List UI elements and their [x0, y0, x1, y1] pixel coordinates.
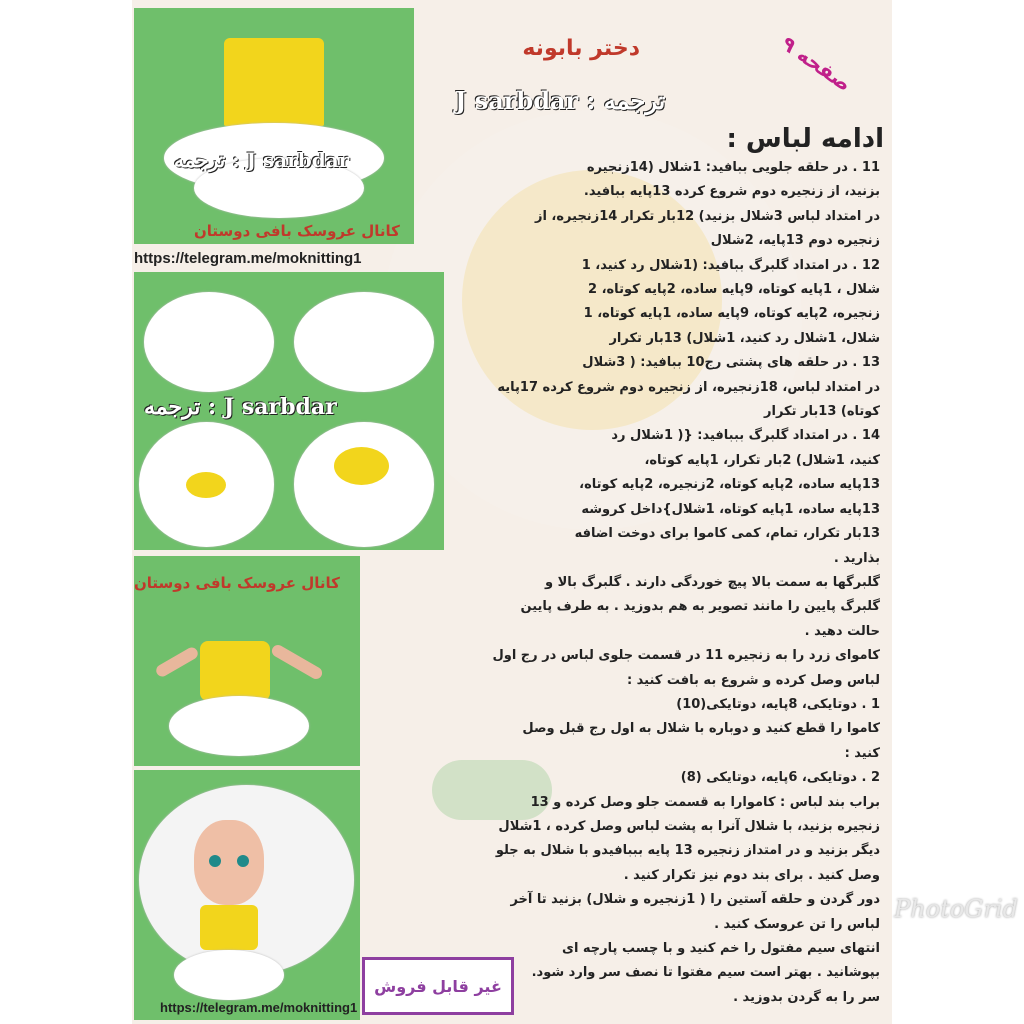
instruction-line: در امتداد لباس 3شلال بزنید) 12بار تکرار 14زنجیره، از: [534, 208, 880, 224]
instruction-line: سر را به گردن بدوزید .: [733, 989, 880, 1005]
instruction-line: بپوشانید . بهتر است سیم مفتوا تا نصف سر وارد شود.: [531, 965, 880, 981]
instruction-line: 1 . دوتایکی، 8پایه، دوتایکی(10): [676, 696, 880, 712]
translator-watermark-1: ترجمه : J sarbdar: [174, 148, 350, 172]
instruction-line: کنید، 1شلال) 2بار تکرار، 1پایه کوتاه،: [644, 452, 880, 468]
instruction-line: 12 . در امتداد گلبرگ ببافید: (1شلال رد کنید، 1: [581, 257, 880, 273]
page-number: صفحه ۹: [777, 31, 857, 97]
photo-doll-with-hair: [134, 770, 360, 1020]
instruction-line: 13پایه ساده، 2پایه کوتاه، 2زنجیره، 2پایه کوتاه،: [579, 477, 880, 493]
instruction-line: کاموای زرد را به زنجیره 11 در قسمت جلوی لباس در رج اول: [492, 648, 880, 664]
photogrid-watermark: PhotoGrid: [894, 895, 1018, 923]
pattern-title: دختر بابونه: [522, 36, 640, 61]
translator-watermark-2: ترجمه : J sarbdar: [144, 394, 337, 420]
telegram-link-1[interactable]: https://telegram.me/moknitting1: [134, 250, 362, 267]
instruction-line: 13پایه ساده، 1پایه کوتاه، 1شلال}داخل کروشه: [581, 501, 880, 517]
instruction-line: زنجیره، 2پایه کوتاه، 9پایه ساده، 1پایه کوتاه، 1: [583, 306, 880, 322]
instruction-line: لباس را تن عروسک کنید .: [714, 916, 880, 932]
not-for-sale-stamp: غیر قابل فروش: [362, 957, 514, 1015]
channel-label-1: کانال عروسک بافی دوستان: [194, 222, 400, 240]
instruction-line: 14 . در امتداد گلبرگ بببافید: {( 1شلال رد: [611, 428, 880, 444]
instruction-line: 11 . در حلقه جلویی ببافید: 1شلال (14زنجیره: [586, 160, 880, 175]
photo-doll-body: [134, 556, 360, 766]
instruction-line: براب بند لباس : کاموارا به قسمت جلو وصل کرده و 13: [530, 794, 880, 810]
instruction-line: انتهای سیم مفتول را خم کنید و با چسب پارچه ای: [562, 941, 880, 956]
instruction-text: [362, 156, 880, 1010]
instruction-line: 13بار تکرار، تمام، کمی کاموا برای دوخت اضافه: [574, 526, 880, 542]
instruction-line: گلبرگها به سمت بالا پیچ خوردگی دارند . گلبرگ بالا و: [545, 574, 880, 590]
instruction-line: لباس وصل کرده و شروع به بافت کنید :: [626, 672, 880, 688]
instruction-line: گلبرگ پایین را مانند تصویر به هم بدوزید . به طرف پایین: [520, 599, 880, 615]
dress-bodice: [224, 38, 324, 126]
instruction-line: زنجیره دوم 13پایه، 2شلال: [710, 233, 880, 249]
instruction-line: دیگر بزنید و در امتداز زنجیره 13 پایه بببافیدو با شلال به جلو: [495, 843, 880, 859]
instruction-line: وصل کنید . برای بند دوم نیز تکرار کنید .: [623, 867, 880, 883]
translator-credit: ترجمه : J sarbdar: [455, 86, 666, 115]
instruction-line: شلال، 1شلال رد کنید، 1شلال) 13بار تکرار: [609, 330, 880, 346]
section-heading: ادامه لباس :: [726, 124, 884, 154]
instruction-line: شلال ، 1پایه کوتاه، 9پایه ساده، 2پایه کوتاه، 2: [588, 282, 880, 298]
instruction-line: دور گردن و حلقه آستین را ( 1زنجیره و شلال) بزنید تا آخر: [510, 892, 880, 908]
instruction-line: کوتاه) 13بار تکرار: [764, 404, 880, 420]
instruction-line: بذارید .: [833, 550, 880, 566]
instruction-line: در امتداد لباس، 18زنجیره، از زنجیره دوم شروع کرده 17پایه: [497, 379, 880, 395]
instruction-line: کنید :: [844, 745, 880, 761]
instruction-line: زنجیره بزنید، با شلال آنرا به پشت لباس وصل کرده ، 1شلال: [498, 818, 880, 834]
instruction-line: بزنید، از زنجیره دوم شروع کرده 13پایه ببافید.: [583, 184, 880, 200]
telegram-link-2[interactable]: https://telegram.me/moknitting1: [160, 1000, 358, 1015]
channel-label-2: کانال عروسک بافی دوستان: [134, 574, 340, 592]
instruction-line: حالت دهید .: [804, 623, 880, 639]
instruction-line: کاموا را قطع کنید و دوباره با شلال به اول رج قبل وصل: [522, 721, 880, 737]
instruction-line: 2 . دوتایکی، 6پایه، دوتایکی (8): [680, 770, 880, 786]
instruction-line: 13 . در حلقه های پشتی رج10 ببافید: ( 3شلال: [582, 355, 880, 371]
